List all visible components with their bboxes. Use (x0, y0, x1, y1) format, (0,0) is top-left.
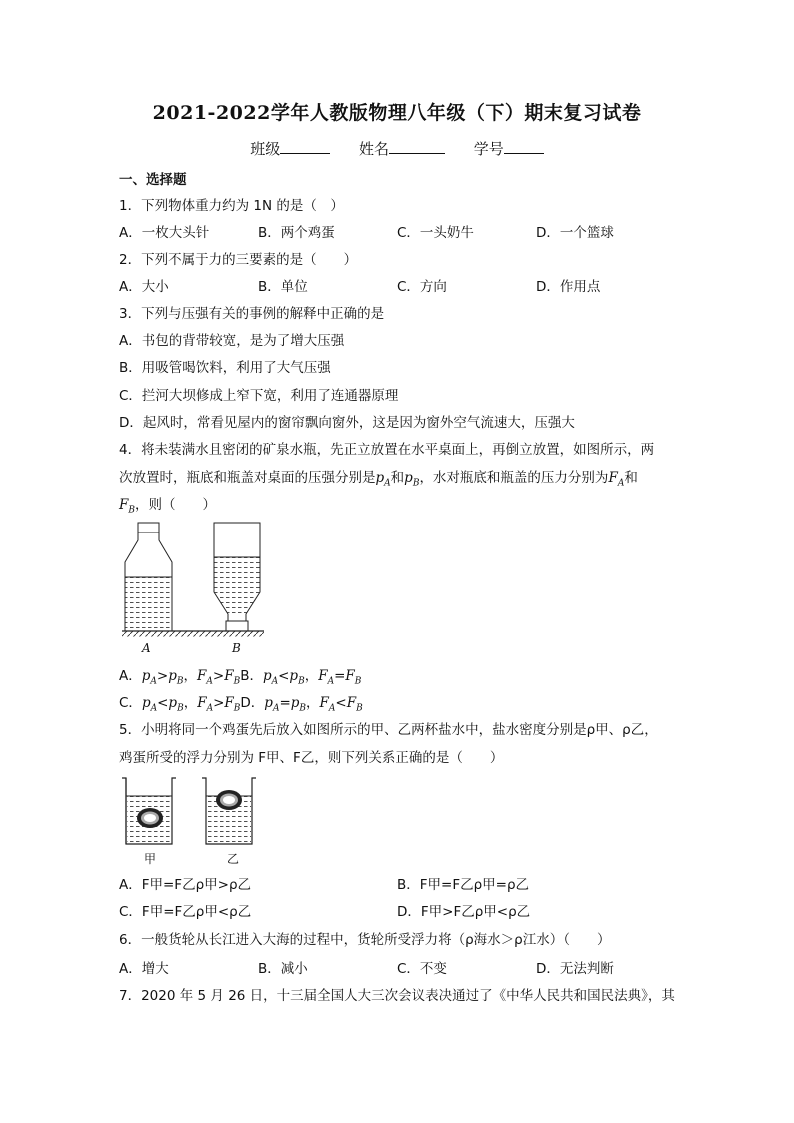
q5-option-c[interactable]: C．F甲=F乙ρ甲<ρ乙 (119, 904, 252, 920)
q1-option-b[interactable]: B．两个鸡蛋 (258, 225, 335, 241)
q6-option-a[interactable]: A．增大 (119, 961, 169, 977)
q4-options-line1[interactable]: A．$p_A>p_B$，$F_A>F_BB$．$p_A<p_B$，$F_A=F_B$ (119, 668, 362, 687)
question-5-stem-line2: 鸡蛋所受的浮力分别为 F甲、F乙，则下列关系正确的是（ ） (119, 750, 504, 766)
fig-label-yi: 乙 (227, 852, 240, 866)
id-label: 学号 (473, 140, 504, 158)
q3-option-b[interactable]: B．用吸管喝饮料，利用了大气压强 (119, 360, 331, 376)
beaker-yi (202, 778, 256, 844)
q3-option-d[interactable]: D．起风时，常看见屋内的窗帘飘向窗外，这是因为窗外空气流速大，压强大 (119, 415, 575, 431)
q3-option-c[interactable]: C．拦河大坝修成上窄下宽，利用了连通器原理 (119, 388, 399, 404)
fig-label-a: A (142, 641, 151, 655)
q6-option-d[interactable]: D．无法判断 (536, 961, 614, 977)
q4-stem-part-b: ，水对瓶底和瓶盖的压力分别为 (419, 470, 609, 486)
q4-stem-part-c: ，则（ ） (135, 497, 216, 513)
name-label: 姓名 (358, 140, 389, 158)
question-7-stem: 7．2020 年 5 月 26 日，十三届全国人大三次会议表决通过了《中华人民共和国民法典》，其 (119, 988, 675, 1004)
bottle-figure (118, 520, 268, 645)
q5-option-a[interactable]: A．F甲=F乙ρ甲>ρ乙 (119, 877, 252, 893)
question-6-stem: 6．一般货轮从长江进入大海的过程中，货轮所受浮力将（ρ海水＞ρ江水）（ ） (119, 932, 611, 948)
question-2-stem: 2．下列不属于力的三要素的是（ ） (119, 252, 358, 268)
id-blank[interactable] (504, 139, 544, 154)
section-title: 一、选择题 (119, 172, 187, 188)
bottle-a (125, 523, 172, 631)
question-4-stem-line2: 次放置时，瓶底和瓶盖对桌面的压强分别是$p_A$和$p_B$，水对瓶底和瓶盖的压力分别为$F_A$和 (119, 470, 638, 489)
question-1-stem: 1．下列物体重力约为 1N 的是（ ） (119, 198, 344, 214)
fig-label-b: B (232, 641, 241, 655)
fig-label-jia: 甲 (144, 852, 157, 866)
question-4-stem-line1: 4．将未装满水且密闭的矿泉水瓶，先正立放置在水平桌面上，再倒立放置，如图所示，两 (119, 442, 655, 458)
q3-option-a[interactable]: A．书包的背带较宽，是为了增大压强 (119, 333, 345, 349)
q2-option-a[interactable]: A．大小 (119, 279, 169, 295)
q1-option-a[interactable]: A．一枚大头针 (119, 225, 210, 241)
beaker-figure (118, 774, 268, 854)
q1-option-c[interactable]: C．一头奶牛 (397, 225, 474, 241)
q1-option-d[interactable]: D．一个篮球 (536, 225, 614, 241)
beaker-jia (122, 778, 176, 844)
page-title: 2021-2022学年人教版物理八年级（下）期末复习试卷 (152, 102, 642, 124)
q2-option-b[interactable]: B．单位 (258, 279, 308, 295)
q2-option-c[interactable]: C．方向 (397, 279, 447, 295)
question-3-stem: 3．下列与压强有关的事例的解释中正确的是 (119, 306, 385, 322)
student-info-row (0, 138, 794, 159)
bottle-b (214, 523, 260, 631)
q6-option-b[interactable]: B．减小 (258, 961, 308, 977)
q4-options-line2[interactable]: C．$p_A<p_B$，$F_A>F_BD$．$p_A=p_B$，$F_A<F_B$ (119, 695, 363, 714)
class-label: 班级 (250, 140, 281, 158)
q5-option-d[interactable]: D．F甲>F乙ρ甲<ρ乙 (397, 904, 531, 920)
q5-option-b[interactable]: B．F甲=F乙ρ甲=ρ乙 (397, 877, 530, 893)
question-4-stem-line3: $F_B$，则（ ） (119, 497, 216, 516)
question-5-stem-line1: 5．小明将同一个鸡蛋先后放入如图所示的甲、乙两杯盐水中，盐水密度分别是ρ甲、ρ乙， (119, 722, 658, 738)
class-blank[interactable] (280, 139, 330, 154)
name-blank[interactable] (389, 139, 445, 154)
q6-option-c[interactable]: C．不变 (397, 961, 447, 977)
q2-option-d[interactable]: D．作用点 (536, 279, 601, 295)
q4-stem-part-a: 次放置时，瓶底和瓶盖对桌面的压强分别是 (119, 470, 376, 486)
